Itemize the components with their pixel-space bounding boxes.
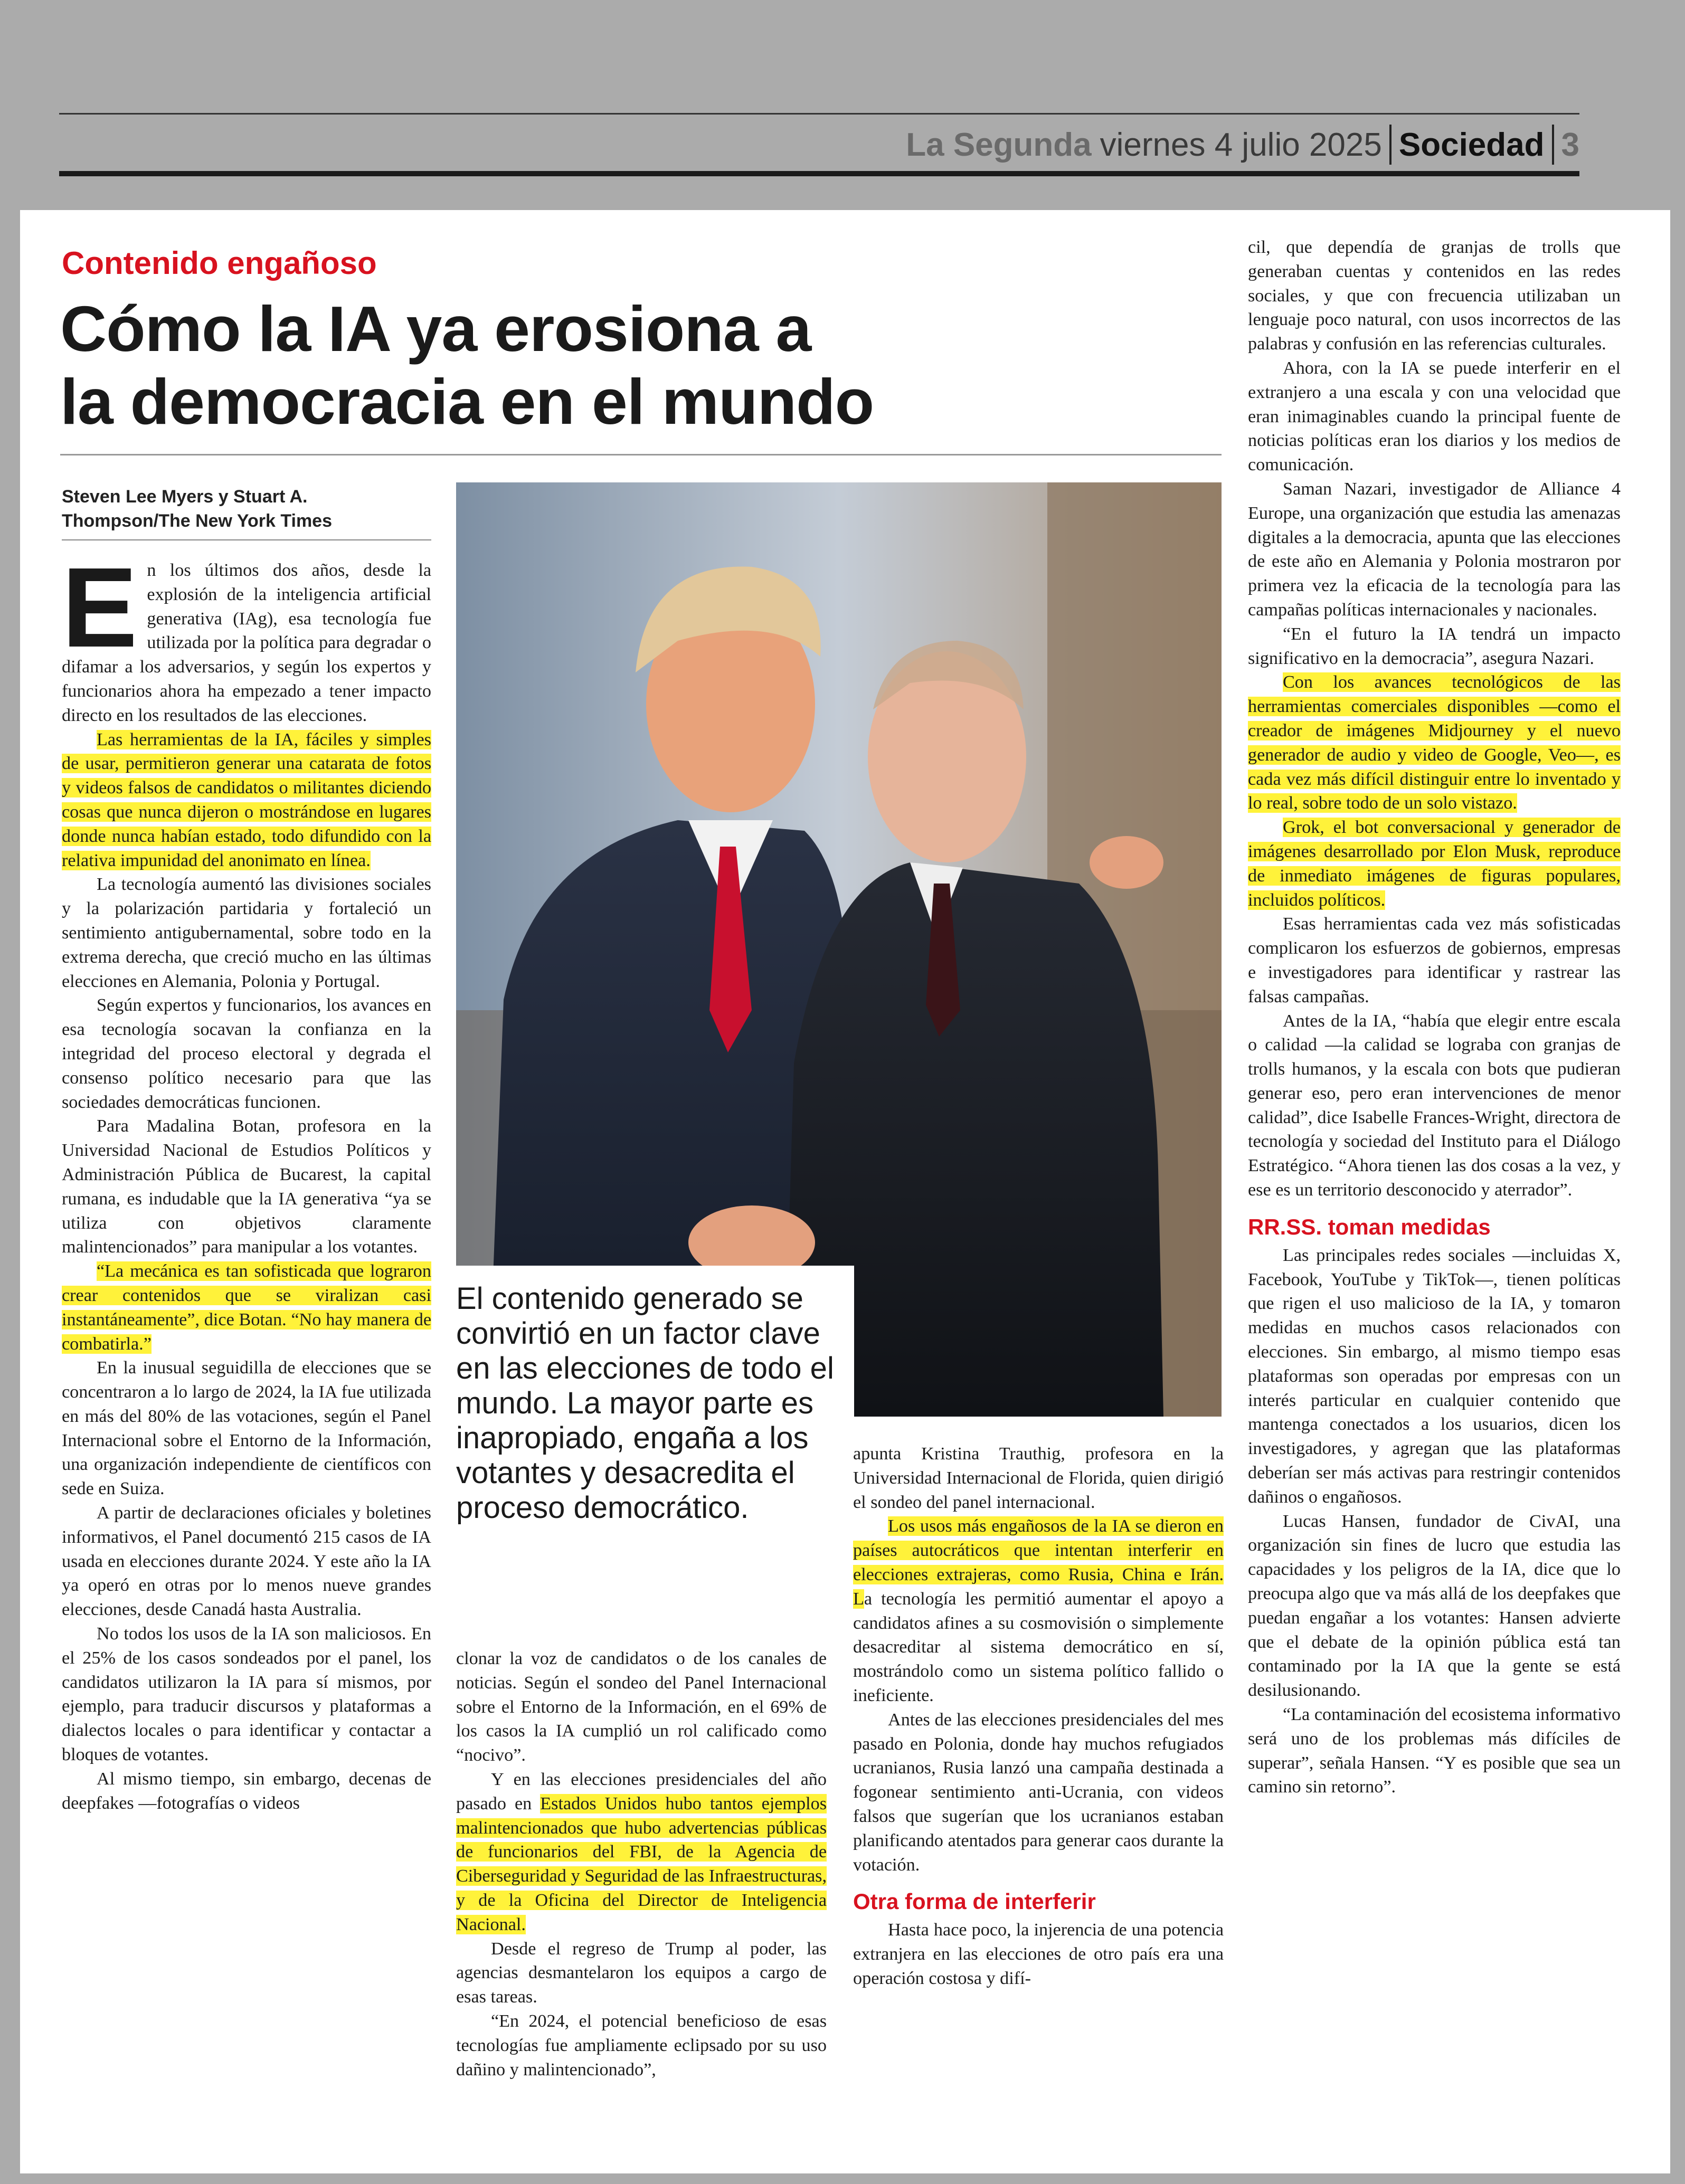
masthead	[59, 103, 1579, 177]
highlighted-text: “La mecánica es tan sofisticada que lograron crear contenidos que se viralizan casi instantáneamente”, dice Botan. “No hay manera de combatirla.”	[62, 1261, 431, 1354]
newspaper-name: La Segunda	[906, 126, 1092, 163]
paragraph-text: Y en las elecciones presidenciales del año pasado en	[456, 1769, 827, 1813]
highlighted-text: Grok, el bot conversacional y generador de imágenes desarrollado por Elon Musk, reproduce de inmediato imágenes de figuras populares, incluidos políticos.	[1248, 818, 1621, 910]
byline-rule	[62, 539, 431, 540]
highlighted-text: Las herramientas de la IA, fáciles y simples de usar, permitieron generar una catarata de fotos y videos falsos de candidatos o militantes diciendo cosas que nunca dijeron o mostrándose en lugares donde nunca habían estado, todo difundido con la relativa impunidad del anonimato en línea.	[62, 729, 431, 870]
paragraph: “En el futuro la IA tendrá un impacto significativo en la democracia”, asegura Nazari.	[1248, 624, 1621, 668]
article-column-1	[62, 544, 431, 1815]
paragraph: “La contaminación del ecosistema informativo será uno de los problemas más difíciles de superar”, señala Hansen. “Y es posible que sea un camino sin retorno”.	[1248, 1705, 1621, 1797]
article-column-3	[853, 1442, 1224, 1991]
article-column-2	[456, 1647, 827, 2082]
paragraph: Antes de las elecciones presidenciales del mes pasado en Polonia, donde hay muchos refugiados ucranianos, Rusia lanzó una campaña destinada a fogonear sentimiento anti-Ucrania, con videos falsos que sugerían que los ucranianos estaban planificando atentados para generar caos durante la votación.	[853, 1710, 1224, 1875]
highlighted-text: Estados Unidos hubo tantos ejemplos malintencionados que hubo advertencias públicas de funcionarios del FBI, de la Agencia de Ciberseguridad y Seguridad de las Infraestructuras, y de la Oficina del Director de Inteligencia Nacional.	[456, 1793, 827, 1934]
drop-cap: E	[62, 544, 138, 671]
subheading: RR.SS. toman medidas	[1248, 1214, 1491, 1239]
headline-line-1: Cómo la IA ya erosiona a	[60, 293, 811, 365]
highlighted-text: Con los avances tecnológicos de las herramientas comerciales disponibles —como el creador de imágenes Midjourney y el nuevo generador de audio y video de Google, Veo—, es cada vez más difícil distinguir entre lo inventado y lo real, sobre todo de un solo vistazo.	[1248, 672, 1621, 813]
masthead-bottom-rule	[59, 171, 1579, 176]
paragraph	[62, 728, 431, 873]
page-number: 3	[1561, 126, 1579, 163]
paragraph: Esas herramientas cada vez más sofisticadas complicaron los esfuerzos de gobiernos, empresas e investigadores para identificar y rastrear las falsas campañas.	[1248, 914, 1621, 1006]
paragraph: Saman Nazari, investigador de Alliance 4 Europe, una organización que estudia las amenazas digitales a la democracia, apunta que las elecciones de este año en Alemania y Polonia mostraron por primera vez la eficacia de la tecnología para las campañas políticas internacionales y nacionales.	[1248, 479, 1621, 620]
masthead-top-rule	[59, 113, 1579, 115]
paragraph: La tecnología aumentó las divisiones sociales y la polarización partidaria y fortaleció un sentimiento antigubernamental, sobre todo en la extrema derecha, que creció mucho en las últimas elecciones en Alemania, Polonia y Portugal.	[62, 875, 431, 991]
masthead-separator	[1552, 125, 1554, 165]
masthead-text	[906, 119, 1579, 170]
paragraph: Lucas Hansen, fundador de CivAI, una organización sin fines de lucro que estudia las capacidades y los peligros de la IA, dice que lo preocupa algo que va más allá de los deepfakes que puedan engañar a los votantes: Hansen advierte que el debate de la opinión pública está tan contaminado por la IA que la gente se está desilusionando.	[1248, 1511, 1621, 1701]
article-headline	[60, 292, 1222, 438]
subheading: Otra forma de interferir	[853, 1889, 1096, 1914]
paragraph: Las principales redes sociales —incluidas X, Facebook, YouTube y TikTok—, tienen políticas que rigen el uso malicioso de la IA, y tomaron medidas en muchos casos relacionados con elecciones. Sin embargo, al mismo tiempo esas plataformas son operadas por empresas con un interés particular en cualquier contenido que mantenga conectados a los usuarios, dicen los investigadores, y agregan que las plataformas deberían ser más activas para restringir contenidos dañinos o engañosos.	[1248, 1245, 1621, 1507]
paragraph: No todos los usos de la IA son maliciosos. En el 25% de los casos sondeados por el panel, los candidatos utilizaron la IA para sí mismos, por ejemplo, para traducir discursos y plataformas a dialectos locales o para identificar y contactar a bloques de votantes.	[62, 1624, 431, 1765]
paragraph: A partir de declaraciones oficiales y boletines informativos, el Panel documentó 215 casos de IA usada en elecciones durante 2024. Y este año la IA ya operó en otras por lo menos nueve grandes elecciones, desde Canadá hasta Australia.	[62, 1503, 431, 1620]
paragraph: En la inusual seguidilla de elecciones que se concentraron a lo largo de 2024, la IA fue utilizada en más del 80% de las votaciones, según el Panel Internacional sobre el Entorno de la Información, una organización independiente de científicos con sede en Suiza.	[62, 1358, 431, 1499]
paragraph: Ahora, con la IA se puede interferir en el extranjero a una escala y con una velocidad que eran inimaginables cuando la principal fuente de noticias políticas eran los diarios y los medios de comunicación.	[1248, 358, 1621, 475]
paragraph: Hasta hace poco, la injerencia de una potencia extranjera en las elecciones de otro país era una operación costosa y difí-	[853, 1920, 1224, 1988]
paragraph-text: a tecnología les permitió aumentar el apoyo a candidatos afines a su cosmovisión o simplemente desacreditar al sistema democrático en sí, mostrándolo como un sistema político fallido o ineficiente.	[853, 1589, 1224, 1705]
byline-line-1: Steven Lee Myers y Stuart A.	[62, 487, 308, 507]
headline-rule	[60, 454, 1222, 455]
headline-line-2: la democracia en el mundo	[60, 366, 874, 438]
paragraph: “En 2024, el potencial beneficioso de esas tecnologías fue ampliamente eclipsado por su uso dañino y malintencionado”,	[456, 2011, 827, 2079]
paragraph: apunta Kristina Trauthig, profesora en la Universidad Internacional de Florida, quien dirigió el sondeo del panel internacional.	[853, 1444, 1224, 1512]
article-kicker: Contenido engañoso	[62, 245, 377, 281]
paragraph: Para Madalina Botan, profesora en la Universidad Nacional de Estudios Políticos y Administración Pública de Bucarest, la capital rumana, es indudable que la IA generativa “ya se utiliza con objetivos claramente malintencionados” para manipular a los votantes.	[62, 1116, 431, 1257]
paragraph: Según expertos y funcionarios, los avances en esa tecnología socavan la confianza en la integridad del proceso electoral y degrada el consenso político necesario para que las sociedades democráticas funcionen.	[62, 995, 431, 1112]
paragraph	[456, 1768, 827, 1937]
highlighted-text: Los usos más engañosos de la IA se dieron en países autocráticos que intentan interferir en elecciones extrajeras, como Rusia, China e Irán. L	[853, 1516, 1224, 1609]
paragraph: Al mismo tiempo, sin embargo, decenas de deepfakes —fotografías o videos	[62, 1769, 431, 1813]
paragraph	[62, 544, 431, 728]
byline-line-2: Thompson/The New York Times	[62, 511, 332, 531]
paragraph: Desde el regreso de Trump al poder, las agencias desmantelaron los equipos a cargo de esas tareas.	[456, 1939, 827, 2007]
masthead-separator	[1389, 125, 1391, 165]
pull-quote: El contenido generado se convirtió en un factor clave en las elecciones de todo el mundo. La mayor parte es inapropiado, engaña a los votantes y desacredita el proceso democrático.	[456, 1281, 834, 1525]
paragraph	[853, 1514, 1224, 1707]
section-name: Sociedad	[1398, 126, 1545, 163]
article-column-4	[1248, 235, 1621, 1799]
paragraph: clonar la voz de candidatos o de los canales de noticias. Según el sondeo del Panel Internacional sobre el Entorno de la Información, en el 69% de los casos la IA cumplió un rol calificado como “nocivo”.	[456, 1649, 827, 1765]
issue-date: viernes 4 julio 2025	[1100, 126, 1382, 163]
paragraph	[1248, 815, 1621, 912]
paragraph-text: n los últimos dos años, desde la explosión de la inteligencia artificial generativa (IAg), esa tecnología fue utilizada por la política para degradar o difamar a los adversarios, y según los expertos y funcionarios ahora ha empezado a tener impacto directo en los resultados de las elecciones.	[62, 561, 431, 725]
paragraph	[62, 1259, 431, 1356]
byline	[62, 485, 431, 533]
paragraph: Antes de la IA, “había que elegir entre escala o calidad —la calidad se lograba con granjas de trolls humanos, y la escala con bots que pudieran generar eso, pero eran intervenciones de menor calidad”, dice Isabelle Frances-Wright, directora de tecnología y sociedad del Instituto para el Diálogo Estratégico. “Ahora tienen las dos cosas a la vez, y ese es un territorio desconocido y aterrador”.	[1248, 1011, 1621, 1200]
newspaper-page	[20, 210, 1670, 2173]
paragraph	[1248, 670, 1621, 815]
paragraph: cil, que dependía de granjas de trolls que generaban cuentas y contenidos en las redes sociales, y que con frecuencia utilizaban un lenguaje poco natural, con usos incorrectos de las palabras y confusión en las referencias culturales.	[1248, 238, 1621, 354]
